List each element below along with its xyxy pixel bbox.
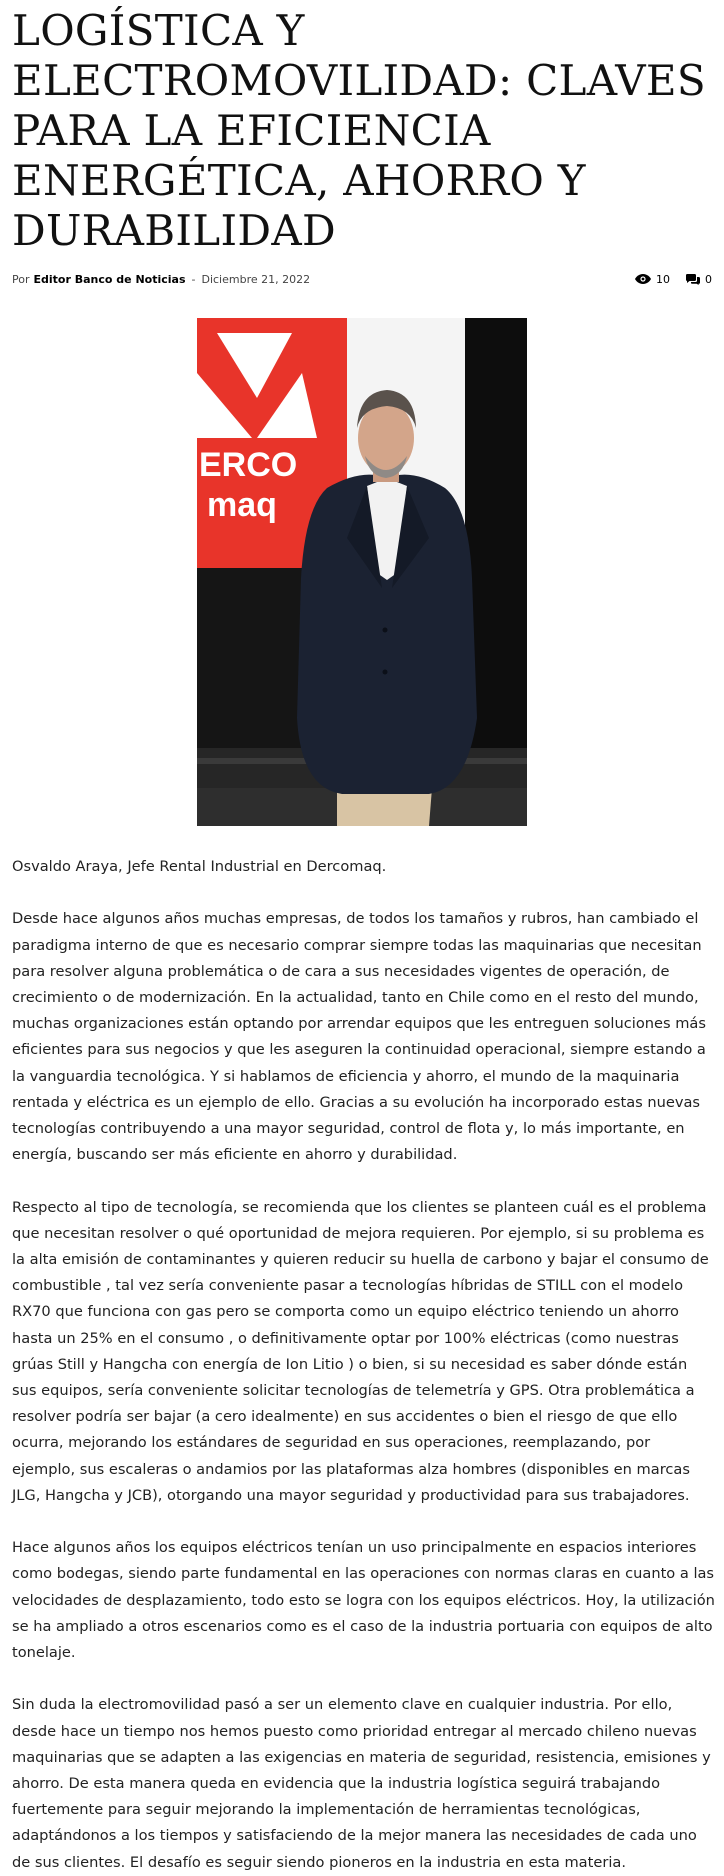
article-body bbox=[12, 854, 716, 1876]
article-title: LOGÍSTICA Y ELECTROMOVILIDAD: CLAVES PARA LA EFICIENCIA ENERGÉTICA, AHORRO Y DURABILIDAD bbox=[12, 6, 706, 255]
eye-icon bbox=[635, 274, 651, 284]
comments-link[interactable] bbox=[686, 273, 712, 286]
portrait-illustration bbox=[197, 318, 527, 826]
logo-text-bottom: maq bbox=[207, 486, 277, 524]
paragraph-4: Sin duda la electromovilidad pasó a ser un elemento clave en cualquier industria. Por ello, desde hace un tiempo nos hemos puesto como prioridad entregar al mercado chileno nuevas maquinarias que se adapten a las exigencias en materia de seguridad, resistencia, emisiones y ahorro. De esta manera queda en evidencia que la industria logística seguirá trabajando fuertemente para seguir mejorando la implementación de herramientas tecnológicas, adaptándonos a los tiempos y satisfaciendo de la mejor manera las necesidades de cada uno de sus clientes. El desafío es seguir siendo pioneros en la industria en esta materia. bbox=[12, 1696, 711, 1871]
logo-text-top: ERCO bbox=[199, 446, 298, 484]
meta-separator: - bbox=[191, 272, 196, 286]
views-count bbox=[635, 273, 670, 286]
article-photo bbox=[197, 318, 527, 826]
publish-date: Diciembre 21, 2022 bbox=[201, 272, 311, 286]
author-link[interactable]: Editor Banco de Noticias bbox=[33, 272, 186, 286]
comments-value: 0 bbox=[705, 272, 712, 286]
by-label: Por bbox=[12, 272, 30, 286]
views-value: 10 bbox=[656, 272, 670, 286]
photo-caption: Osvaldo Araya, Jefe Rental Industrial en Dercomaq. bbox=[12, 858, 387, 875]
paragraph-1: Desde hace algunos años muchas empresas, de todos los tamaños y rubros, han cambiado el paradigma interno de que es necesario comprar siempre todas las maquinarias que necesitan para resolver alguna problemática o de cara a sus necesidades vigentes de operación, de crecimiento o de modernización. En la actualidad, tanto en Chile como en el resto del mundo, muchas organizaciones están optando por arrendar equipos que les entreguen soluciones más eficientes para sus negocios y que les aseguren la continuidad operacional, siempre estando a la vanguardia tecnológica. Y si hablamos de eficiencia y ahorro, el mundo de la maquinaria rentada y eléctrica es un ejemplo de ello. Gracias a su evolución ha incorporado estas nuevas tecnologías contribuyendo a una mayor seguridad, control de flota y, lo más importante, en energía, buscando ser más eficiente en ahorro y durabilidad. bbox=[12, 910, 706, 1164]
comments-icon bbox=[686, 274, 700, 285]
paragraph-2: Respecto al tipo de tecnología, se recomienda que los clientes se planteen cuál es el problema que necesitan resolver o qué oportunidad de mejora requieren. Por ejemplo, si su problema es la alta emisión de contaminantes y quieren reducir su huella de carbono y bajar el consumo de combustible , tal vez sería conveniente pasar a tecnologías híbridas de STILL con el modelo RX70 que funciona con gas pero se comporta como un equipo eléctrico teniendo un ahorro hasta un 25% en el consumo , o definitivamente optar por 100% eléctricas (como nuestras grúas Still y Hangcha con energía de Ion Litio ) o bien, si su necesidad es saber dónde están sus equipos, sería conveniente solicitar tecnologías de telemetría y GPS. Otra problemática a resolver podría ser bajar (a cero idealmente) en sus accidentes o bien el riesgo de que ello ocurra, mejorando los estándares de seguridad en sus operaciones, reemplazando, por ejemplo, sus escaleras o andamios por las plataformas alza hombres (disponibles en marcas JLG, Hangcha y JCB), otorgando una mayor seguridad y productividad para sus trabajadores. bbox=[12, 1198, 709, 1504]
article-meta bbox=[12, 266, 712, 292]
paragraph-3: Hace algunos años los equipos eléctricos tenían un uso principalmente en espacios interiores como bodegas, siendo parte fundamental en las operaciones con normas claras en cuanto a las velocidades de desplazamiento, todo esto se logra con los equipos eléctricos. Hoy, la utilización se ha ampliado a otros escenarios como es el caso de la industria portuaria con equipos de alto tonelaje. bbox=[12, 1539, 715, 1662]
article-stats bbox=[619, 266, 712, 292]
